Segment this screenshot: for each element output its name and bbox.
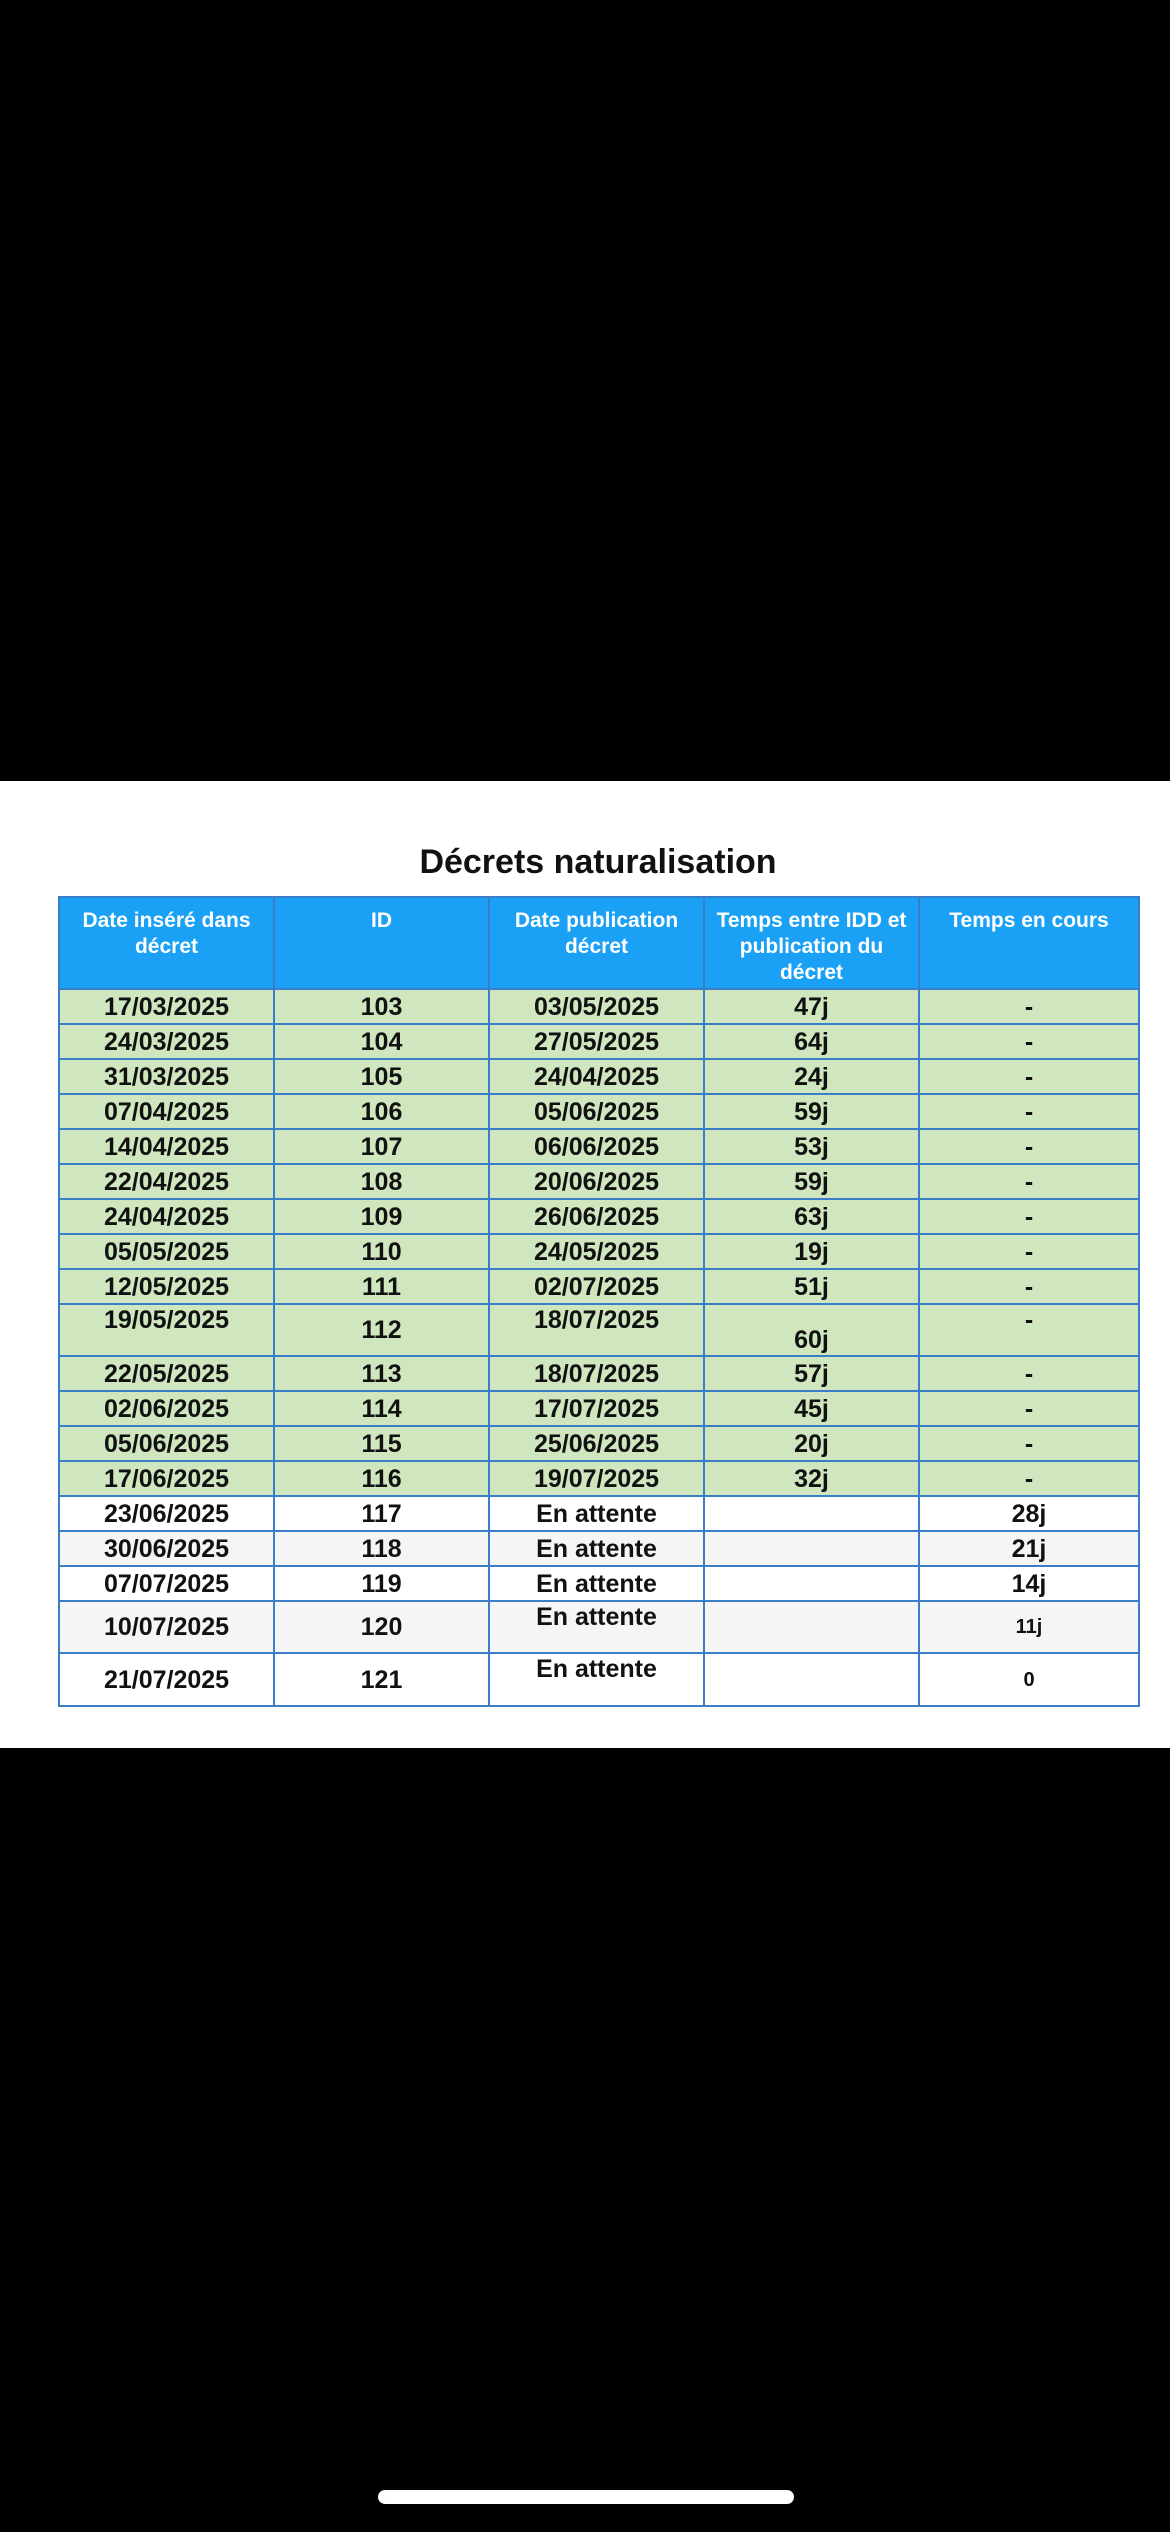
cell-publication-date: En attente	[489, 1653, 704, 1706]
cell-date: 21/07/2025	[59, 1653, 274, 1706]
cell-id: 118	[274, 1531, 489, 1566]
table-row	[59, 989, 1139, 1024]
cell-publication-date: 18/07/2025	[489, 1356, 704, 1391]
table-row	[59, 1566, 1139, 1601]
cell-delay: 51j	[704, 1269, 919, 1304]
cell-publication-date: 02/07/2025	[489, 1269, 704, 1304]
cell-delay: 64j	[704, 1024, 919, 1059]
cell-id: 112	[274, 1304, 489, 1356]
cell-delay	[704, 1531, 919, 1566]
column-header-date-inserted: Date inséré dans décret	[59, 897, 274, 989]
cell-current: -	[919, 1304, 1139, 1356]
table-row	[59, 1269, 1139, 1304]
cell-date: 17/06/2025	[59, 1461, 274, 1496]
table-row	[59, 1601, 1139, 1653]
cell-id: 113	[274, 1356, 489, 1391]
table-header-row	[59, 897, 1139, 989]
table-row	[59, 1199, 1139, 1234]
table-row	[59, 1426, 1139, 1461]
page-title: Décrets naturalisation	[419, 843, 777, 881]
cell-current: -	[919, 1199, 1139, 1234]
cell-current: -	[919, 1164, 1139, 1199]
column-header-id: ID	[274, 897, 489, 989]
cell-date: 24/03/2025	[59, 1024, 274, 1059]
cell-publication-date: En attente	[489, 1566, 704, 1601]
cell-id: 108	[274, 1164, 489, 1199]
cell-delay	[704, 1653, 919, 1706]
cell-current: -	[919, 1234, 1139, 1269]
cell-id: 119	[274, 1566, 489, 1601]
table-row	[59, 1391, 1139, 1426]
table-row	[59, 1531, 1139, 1566]
cell-publication-date: 17/07/2025	[489, 1391, 704, 1426]
cell-current: -	[919, 1059, 1139, 1094]
cell-date: 17/03/2025	[59, 989, 274, 1024]
cell-delay: 63j	[704, 1199, 919, 1234]
table-row	[59, 1129, 1139, 1164]
cell-date: 14/04/2025	[59, 1129, 274, 1164]
cell-publication-date: 24/05/2025	[489, 1234, 704, 1269]
table-row	[59, 1024, 1139, 1059]
cell-current: 0	[919, 1653, 1139, 1706]
cell-date: 12/05/2025	[59, 1269, 274, 1304]
table-row	[59, 1094, 1139, 1129]
cell-date: 19/05/2025	[59, 1304, 274, 1356]
cell-delay: 59j	[704, 1094, 919, 1129]
cell-id: 120	[274, 1601, 489, 1653]
home-indicator[interactable]	[378, 2490, 794, 2504]
cell-id: 111	[274, 1269, 489, 1304]
cell-publication-date: 25/06/2025	[489, 1426, 704, 1461]
cell-current: -	[919, 1356, 1139, 1391]
table-row	[59, 1461, 1139, 1496]
cell-current: 28j	[919, 1496, 1139, 1531]
cell-current: 11j	[919, 1601, 1139, 1653]
cell-delay	[704, 1601, 919, 1653]
cell-publication-date: 24/04/2025	[489, 1059, 704, 1094]
cell-date: 10/07/2025	[59, 1601, 274, 1653]
cell-publication-date: En attente	[489, 1531, 704, 1566]
table-row	[59, 1059, 1139, 1094]
cell-id: 104	[274, 1024, 489, 1059]
cell-publication-date: 26/06/2025	[489, 1199, 704, 1234]
table-row	[59, 1304, 1139, 1356]
cell-current: -	[919, 1461, 1139, 1496]
cell-date: 05/06/2025	[59, 1426, 274, 1461]
cell-publication-date: En attente	[489, 1496, 704, 1531]
cell-delay: 19j	[704, 1234, 919, 1269]
cell-id: 106	[274, 1094, 489, 1129]
cell-id: 117	[274, 1496, 489, 1531]
cell-id: 107	[274, 1129, 489, 1164]
cell-current: -	[919, 1024, 1139, 1059]
cell-date: 31/03/2025	[59, 1059, 274, 1094]
table-row	[59, 1164, 1139, 1199]
cell-current: -	[919, 1129, 1139, 1164]
decrees-table	[58, 896, 1140, 1707]
cell-current: -	[919, 1426, 1139, 1461]
cell-publication-date: 03/05/2025	[489, 989, 704, 1024]
column-header-delay: Temps entre IDD et publication du décret	[704, 897, 919, 989]
cell-id: 115	[274, 1426, 489, 1461]
cell-delay	[704, 1566, 919, 1601]
cell-publication-date: 05/06/2025	[489, 1094, 704, 1129]
cell-publication-date: 19/07/2025	[489, 1461, 704, 1496]
cell-delay: 24j	[704, 1059, 919, 1094]
cell-current: -	[919, 1269, 1139, 1304]
cell-current: 21j	[919, 1531, 1139, 1566]
cell-current: -	[919, 989, 1139, 1024]
cell-date: 07/04/2025	[59, 1094, 274, 1129]
table-row	[59, 1653, 1139, 1706]
cell-delay: 32j	[704, 1461, 919, 1496]
cell-date: 22/04/2025	[59, 1164, 274, 1199]
cell-id: 109	[274, 1199, 489, 1234]
table-row	[59, 1356, 1139, 1391]
cell-delay: 47j	[704, 989, 919, 1024]
cell-delay: 60j	[704, 1304, 919, 1356]
cell-publication-date: 27/05/2025	[489, 1024, 704, 1059]
cell-current: 14j	[919, 1566, 1139, 1601]
cell-date: 05/05/2025	[59, 1234, 274, 1269]
cell-id: 105	[274, 1059, 489, 1094]
cell-id: 103	[274, 989, 489, 1024]
cell-date: 30/06/2025	[59, 1531, 274, 1566]
cell-date: 23/06/2025	[59, 1496, 274, 1531]
cell-delay: 20j	[704, 1426, 919, 1461]
cell-delay: 57j	[704, 1356, 919, 1391]
column-header-publication-date: Date publication décret	[489, 897, 704, 989]
cell-id: 114	[274, 1391, 489, 1426]
cell-current: -	[919, 1391, 1139, 1426]
cell-date: 07/07/2025	[59, 1566, 274, 1601]
table-row	[59, 1234, 1139, 1269]
decrees-table-container	[58, 896, 1138, 1707]
cell-delay: 59j	[704, 1164, 919, 1199]
cell-delay	[704, 1496, 919, 1531]
cell-delay: 45j	[704, 1391, 919, 1426]
cell-publication-date: 06/06/2025	[489, 1129, 704, 1164]
column-header-current-time: Temps en cours	[919, 897, 1139, 989]
cell-id: 121	[274, 1653, 489, 1706]
cell-current: -	[919, 1094, 1139, 1129]
cell-publication-date: 18/07/2025	[489, 1304, 704, 1356]
cell-delay: 53j	[704, 1129, 919, 1164]
table-row	[59, 1496, 1139, 1531]
cell-publication-date: 20/06/2025	[489, 1164, 704, 1199]
cell-date: 22/05/2025	[59, 1356, 274, 1391]
cell-id: 110	[274, 1234, 489, 1269]
cell-date: 24/04/2025	[59, 1199, 274, 1234]
cell-id: 116	[274, 1461, 489, 1496]
cell-publication-date: En attente	[489, 1601, 704, 1653]
cell-date: 02/06/2025	[59, 1391, 274, 1426]
